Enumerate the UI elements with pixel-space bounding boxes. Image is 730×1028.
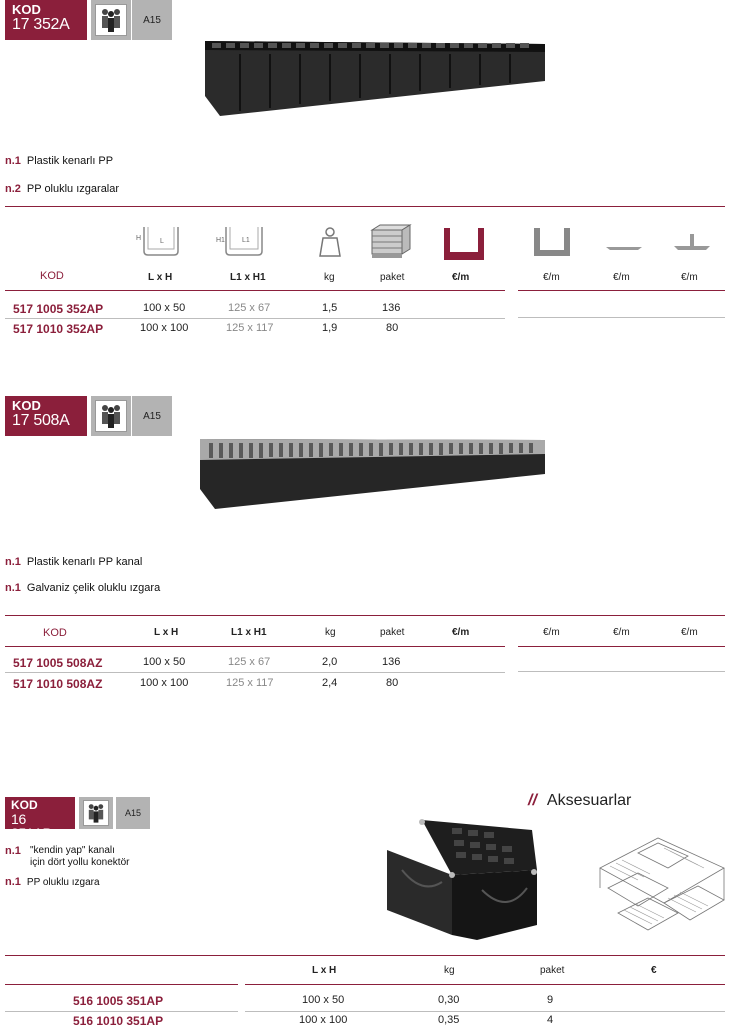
feature-item	[5, 155, 113, 167]
cell-kg: 2,4	[322, 677, 338, 689]
dim-label-l1: L1	[242, 237, 250, 244]
col-header-eur: €	[651, 965, 657, 976]
kod-code: 17 352A	[12, 16, 70, 33]
weight-icon	[318, 226, 342, 263]
dim-label-h: H	[136, 235, 142, 242]
col-header-lxh: L x H	[312, 965, 337, 976]
product-code: 517 1010 508AZ	[13, 677, 103, 691]
feature-text: PP oluklu ızgaralar	[26, 183, 120, 195]
col-header-paket: paket	[380, 272, 405, 283]
row-divider	[518, 671, 725, 672]
col-header-paket: paket	[380, 627, 405, 638]
col-header-eur-m: €/m	[543, 627, 560, 638]
col-header-l1h1: L1 x H1	[230, 272, 266, 283]
kod-badge	[5, 797, 75, 841]
row-divider	[5, 1011, 238, 1012]
feature-number: n.1	[5, 845, 21, 857]
feature-text: PP oluklu ızgara	[26, 877, 100, 888]
cell-paket: 136	[382, 302, 401, 314]
feature-item	[5, 845, 129, 869]
kod-badge	[5, 0, 87, 40]
col-header-lxh: L x H	[154, 627, 179, 638]
kod-code: 16 351AP	[11, 811, 52, 841]
divider	[5, 290, 505, 291]
col-header-paket: paket	[540, 965, 565, 976]
feature-item	[5, 876, 100, 888]
pedestrian-badge	[79, 797, 113, 829]
feature-number: n.1	[5, 582, 21, 594]
cell-lxh: 100 x 50	[302, 994, 345, 1006]
euro-channel-icon	[442, 226, 486, 267]
col-header-kg: kg	[324, 272, 335, 283]
row-divider	[5, 672, 505, 673]
feature-number: n.2	[5, 183, 21, 195]
feature-text: Plastik kenarlı PP kanal	[26, 556, 143, 568]
feature-text-line: "kendin yap" kanalı	[29, 845, 115, 856]
col-header-kg: kg	[444, 965, 455, 976]
cell-lxh: 100 x 100	[140, 322, 189, 334]
cell-kg: 1,5	[322, 302, 338, 314]
product-code: 516 1005 351AP	[73, 994, 164, 1008]
feature-number: n.1	[5, 556, 21, 568]
cell-l1h1: 125 x 67	[228, 302, 271, 314]
cell-paket: 4	[547, 1014, 554, 1026]
cell-paket: 80	[386, 322, 399, 334]
col-header-eur-m: €/m	[681, 272, 698, 283]
divider	[5, 206, 725, 207]
divider	[245, 984, 725, 985]
feature-number: n.1	[5, 876, 21, 888]
feature-item	[5, 582, 160, 594]
feature-number: n.1	[5, 155, 21, 167]
cell-l1h1: 125 x 67	[228, 656, 271, 668]
product-image-cross-grate-sketch	[598, 828, 726, 943]
feature-text: Galvaniz çelik oluklu ızgara	[26, 582, 161, 594]
cell-lxh: 100 x 50	[143, 302, 186, 314]
col-header-kod: KOD	[40, 270, 64, 282]
product-image-channel-galvanized	[195, 434, 550, 519]
pedestrian-badge	[91, 396, 131, 436]
channel-end-icon	[530, 226, 574, 267]
product-image-connector	[382, 810, 547, 950]
divider	[518, 290, 725, 291]
channel-profile-outer-icon	[216, 225, 272, 262]
col-header-eur-m: €/m	[543, 272, 560, 283]
row-divider	[245, 1011, 725, 1012]
divider	[518, 646, 725, 647]
feature-text-line: için dört yollu konektör	[29, 857, 130, 868]
cell-l1h1: 125 x 117	[226, 677, 274, 689]
pedestrian-icon	[95, 400, 127, 432]
load-class-badge: A15	[116, 797, 150, 829]
kod-label: KOD	[12, 398, 41, 413]
load-class-badge: A15	[132, 396, 172, 436]
cell-kg: 2,0	[322, 656, 338, 668]
col-header-eur-m: €/m	[613, 627, 630, 638]
col-header-l1h1: L1 x H1	[231, 627, 267, 638]
col-header-eur-m: €/m	[613, 272, 630, 283]
divider	[5, 615, 725, 616]
accessories-title: Aksesuarlar	[546, 792, 632, 809]
product-code: 516 1010 351AP	[73, 1014, 164, 1028]
pallet-icon	[370, 224, 412, 265]
cell-lxh: 100 x 50	[143, 656, 186, 668]
cell-kg: 0,35	[438, 1014, 460, 1026]
col-header-kg: kg	[325, 627, 336, 638]
load-class-badge: A15	[132, 0, 172, 40]
cell-l1h1: 125 x 117	[226, 322, 274, 334]
t-grate-icon	[672, 232, 712, 261]
accessories-heading	[528, 792, 631, 810]
cell-paket: 136	[382, 656, 401, 668]
flat-grate-icon	[604, 240, 644, 258]
product-image-channel-pp	[200, 36, 550, 126]
channel-profile-icon	[136, 225, 186, 262]
col-header-kod: KOD	[43, 627, 67, 639]
divider	[5, 955, 725, 956]
dim-label-l: L	[160, 238, 164, 245]
product-code: 517 1005 352AP	[13, 302, 104, 316]
col-header-lxh: L x H	[148, 272, 173, 283]
product-code: 517 1005 508AZ	[13, 656, 103, 670]
col-header-eur-m: €/m	[681, 627, 698, 638]
dim-label-h1: H1	[216, 237, 225, 244]
row-divider	[518, 317, 725, 318]
product-code: 517 1010 352AP	[13, 322, 104, 336]
kod-label: KOD	[12, 2, 41, 17]
cell-lxh: 100 x 100	[140, 677, 189, 689]
pedestrian-badge	[91, 0, 131, 40]
pedestrian-icon	[95, 4, 127, 36]
feature-text: Plastik kenarlı PP	[26, 155, 114, 167]
divider	[5, 646, 505, 647]
row-divider	[5, 318, 505, 319]
divider	[5, 984, 238, 985]
col-header-eur-m: €/m	[452, 627, 470, 638]
kod-badge	[5, 396, 87, 436]
cell-paket: 80	[386, 677, 399, 689]
heading-slash: //	[528, 792, 537, 809]
cell-kg: 0,30	[438, 994, 460, 1006]
cell-lxh: 100 x 100	[299, 1014, 348, 1026]
cell-paket: 9	[547, 994, 554, 1006]
col-header-eur-m: €/m	[452, 272, 470, 283]
cell-kg: 1,9	[322, 322, 338, 334]
feature-item	[5, 556, 142, 568]
feature-item	[5, 183, 119, 195]
pedestrian-icon	[83, 800, 109, 826]
feature-text	[30, 845, 130, 869]
kod-label: KOD	[11, 798, 38, 812]
kod-code: 17 508A	[12, 412, 70, 429]
